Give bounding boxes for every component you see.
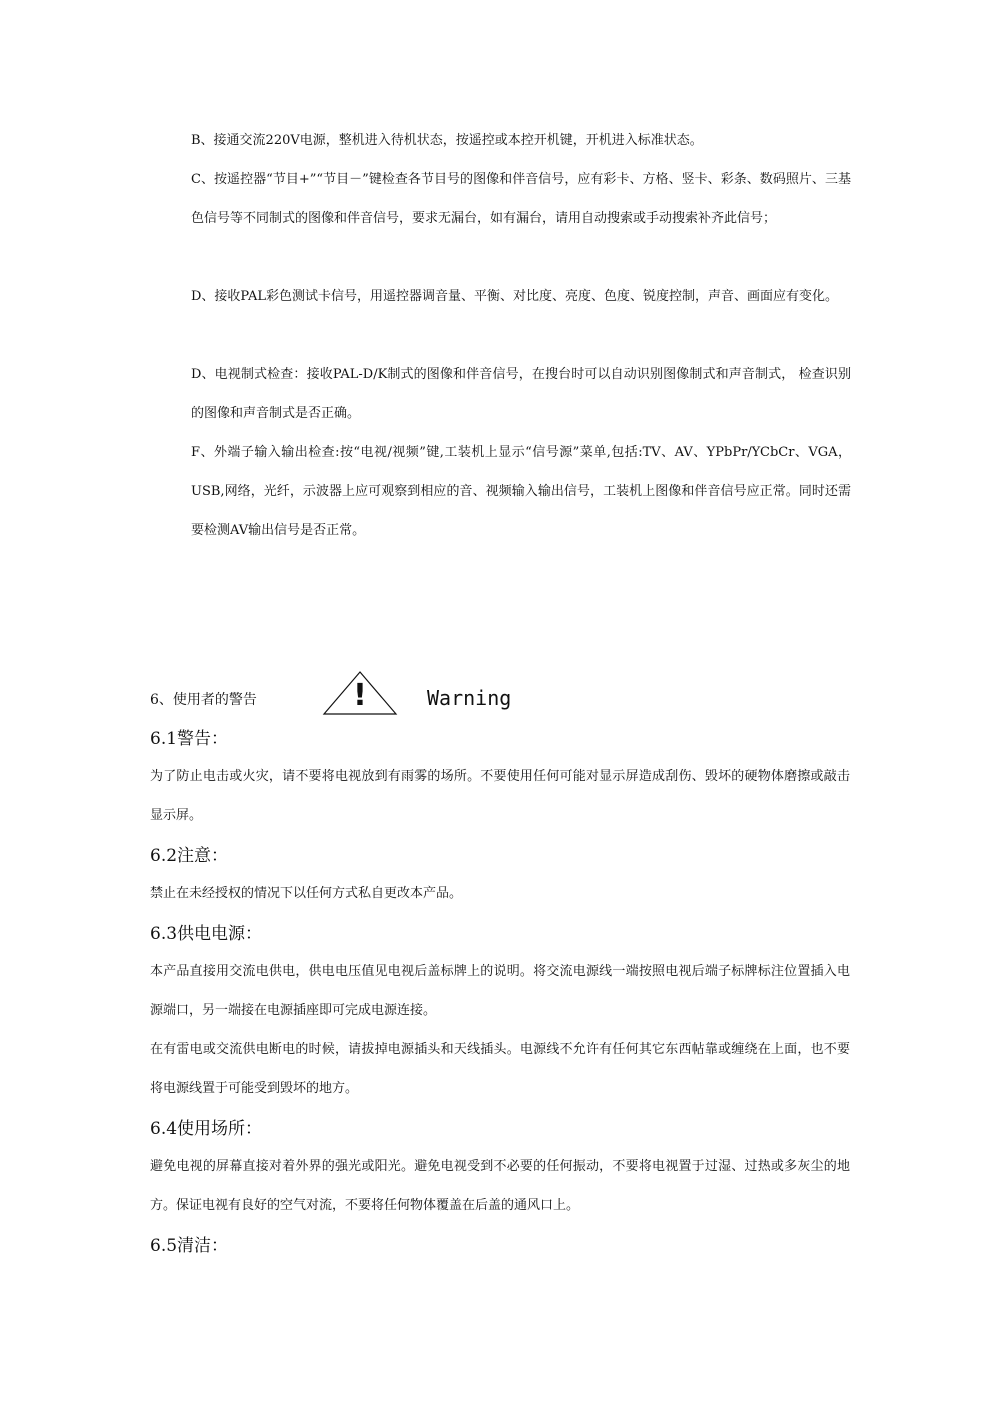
section-6-2-text: 禁止在未经授权的情况下以任何方式私自更改本产品。 bbox=[150, 886, 463, 901]
step-b-paragraph: B、接通交流220V电源，整机进入待机状态，按遥控或本控开机键，开机进入标准状态。 bbox=[191, 133, 703, 148]
heading-6-1: 6.1警告： bbox=[150, 729, 229, 749]
section-6-1-text: 为了防止电击或火灾，请不要将电视放到有雨雾的场所。不要使用任何可能对显示屏造成刮伤、毁坏的硬物体磨擦或敲击显示屏。 bbox=[150, 769, 850, 823]
heading-6-2: 6.2注意： bbox=[150, 846, 229, 866]
section-6-title: 6、使用者的警告 bbox=[150, 692, 257, 708]
heading-6-5: 6.5清洁： bbox=[150, 1236, 229, 1256]
step-d-paragraph: D、接收PAL彩色测试卡信号，用遥控器调音量、平衡、对比度、亮度、色度、锐度控制，声音、画面应有变化。 bbox=[191, 289, 838, 304]
step-d2-paragraph: D、电视制式检查：接收PAL-D/K制式的图像和伴音信号，在搜台时可以自动识别图像制式和声音制式， 检查识别的图像和声音制式是否正确。 bbox=[191, 367, 851, 421]
heading-6-4: 6.4使用场所： bbox=[150, 1119, 263, 1139]
warning-symbol: ! bbox=[353, 678, 367, 713]
heading-6-3: 6.3供电电源： bbox=[150, 924, 263, 944]
warning-triangle-icon bbox=[322, 670, 398, 716]
warning-label: Warning bbox=[427, 686, 512, 710]
section-6-4-text: 避免电视的屏幕直接对着外界的强光或阳光。避免电视受到不必要的任何振动，不要将电视置于过湿、过热或多灰尘的地方。保证电视有良好的空气对流，不要将任何物体覆盖在后盖的通风口上。 bbox=[150, 1159, 850, 1213]
section-6-3-text-2: 在有雷电或交流供电断电的时候，请拔掉电源插头和天线插头。电源线不允许有任何其它东西帖靠或缠绕在上面，也不要将电源线置于可能受到毁坏的地方。 bbox=[150, 1042, 850, 1096]
step-c-paragraph: C、按遥控器“节目+”“节目－”键检查各节目号的图像和伴音信号，应有彩卡、方格、竖卡、彩条、数码照片、三基色信号等不同制式的图像和伴音信号，要求无漏台，如有漏台，请用自动搜索或手动搜索补齐此信号； bbox=[191, 172, 851, 226]
step-f-paragraph: F、外端子输入输出检查:按“电视/视频”键,工装机上显示“信号源”菜单,包括:TV、AV、YPbPr/YCbCr、VGA，USB,网络，光纤，示波器上应可观察到相应的音、视频输入输出信号，工装机上图像和伴音信号应正常。同时还需要检测AV输出信号是否正常。 bbox=[191, 445, 851, 538]
section-6-3-text-1: 本产品直接用交流电供电，供电电压值见电视后盖标牌上的说明。将交流电源线一端按照电视后端子标牌标注位置插入电源端口，另一端接在电源插座即可完成电源连接。 bbox=[150, 964, 850, 1018]
